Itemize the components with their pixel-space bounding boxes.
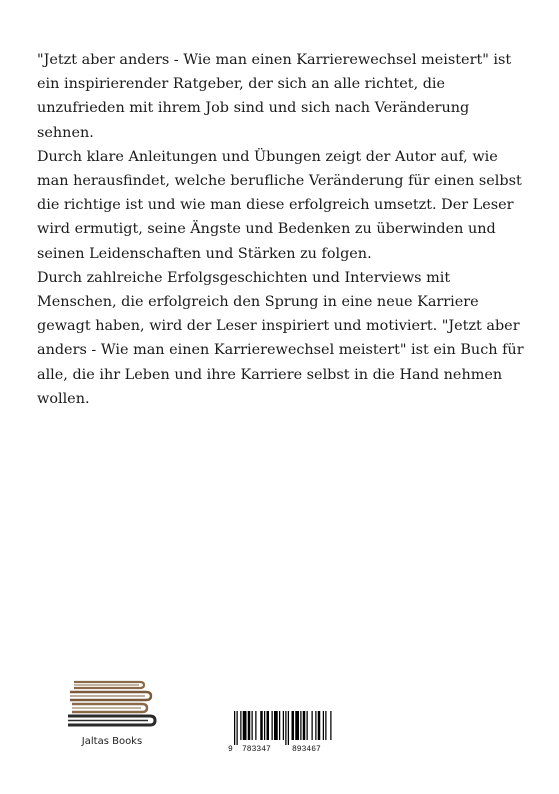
isbn-barcode (228, 711, 338, 757)
barcode-digits-left: 783347 (242, 745, 271, 754)
barcode-bar (303, 711, 306, 740)
barcode-bar (285, 711, 286, 745)
barcode-bars (228, 711, 338, 745)
barcode-bar (267, 711, 270, 740)
barcode-bar (312, 711, 313, 740)
barcode-bar (330, 711, 331, 740)
barcode-bar (318, 711, 321, 740)
barcode-bar (323, 711, 324, 740)
barcode-bar (252, 711, 253, 740)
barcode-bar (279, 711, 280, 740)
blurb-paragraph-3: Durch zahlreiche Erfolgsgeschichten und Interviews mit Menschen, die erfolgreich den Sprung in eine neue Karriere gewagt haben, wird der Leser inspiriert und motiviert. "Jetzt aber anders - Wie man einen Karrierewechsel meistert" ist ein Buch für alle, die ihr Leben und ihre Karriere selbst in die Hand nehmen wollen. (37, 269, 524, 407)
blurb-paragraph-2: Durch klare Anleitungen und Übungen zeigt der Autor auf, wie man herausfindet, welche berufliche Veränderung für einen selbst die richtige ist und wie man diese erfolgreich umsetzt. Der Leser wird ermutigt, seine Ängste und Bedenken zu überwinden und seinen Leidenschaften und Stärken zu folgen. (37, 148, 522, 262)
barcode-bar (288, 711, 289, 745)
barcode-bar (325, 711, 326, 740)
barcode-bar (237, 711, 238, 745)
blurb-paragraph-1: "Jetzt aber anders - Wie man einen Karrierewechsel meistert" ist ein inspirierender Ratgeber, der sich an alle richtet, die unzufrieden mit ihrem Job sind und sich nach Veränderung sehnen. (37, 52, 512, 141)
barcode-bar (295, 711, 299, 740)
barcode-bar (307, 711, 308, 740)
barcode-bar (274, 711, 278, 740)
barcode-bar (234, 711, 235, 745)
barcode-bar (240, 711, 241, 740)
blurb-text (37, 48, 527, 411)
barcode-bar (260, 711, 263, 740)
publisher-logo (62, 672, 162, 752)
barcode-bar (243, 711, 247, 740)
stacked-books-icon (62, 672, 162, 732)
barcode-bar (272, 711, 273, 740)
publisher-name: Jaltas Books (81, 736, 143, 747)
barcode-bar (283, 711, 284, 740)
barcode-bar (248, 711, 251, 740)
barcode-bar (255, 711, 256, 740)
barcode-bar (300, 711, 301, 740)
barcode-bar (292, 711, 295, 740)
barcode-digit-first: 9 (228, 745, 233, 754)
barcode-bar (264, 711, 265, 740)
barcode-bar (315, 711, 316, 740)
barcode-digits-right: 893467 (292, 745, 321, 754)
